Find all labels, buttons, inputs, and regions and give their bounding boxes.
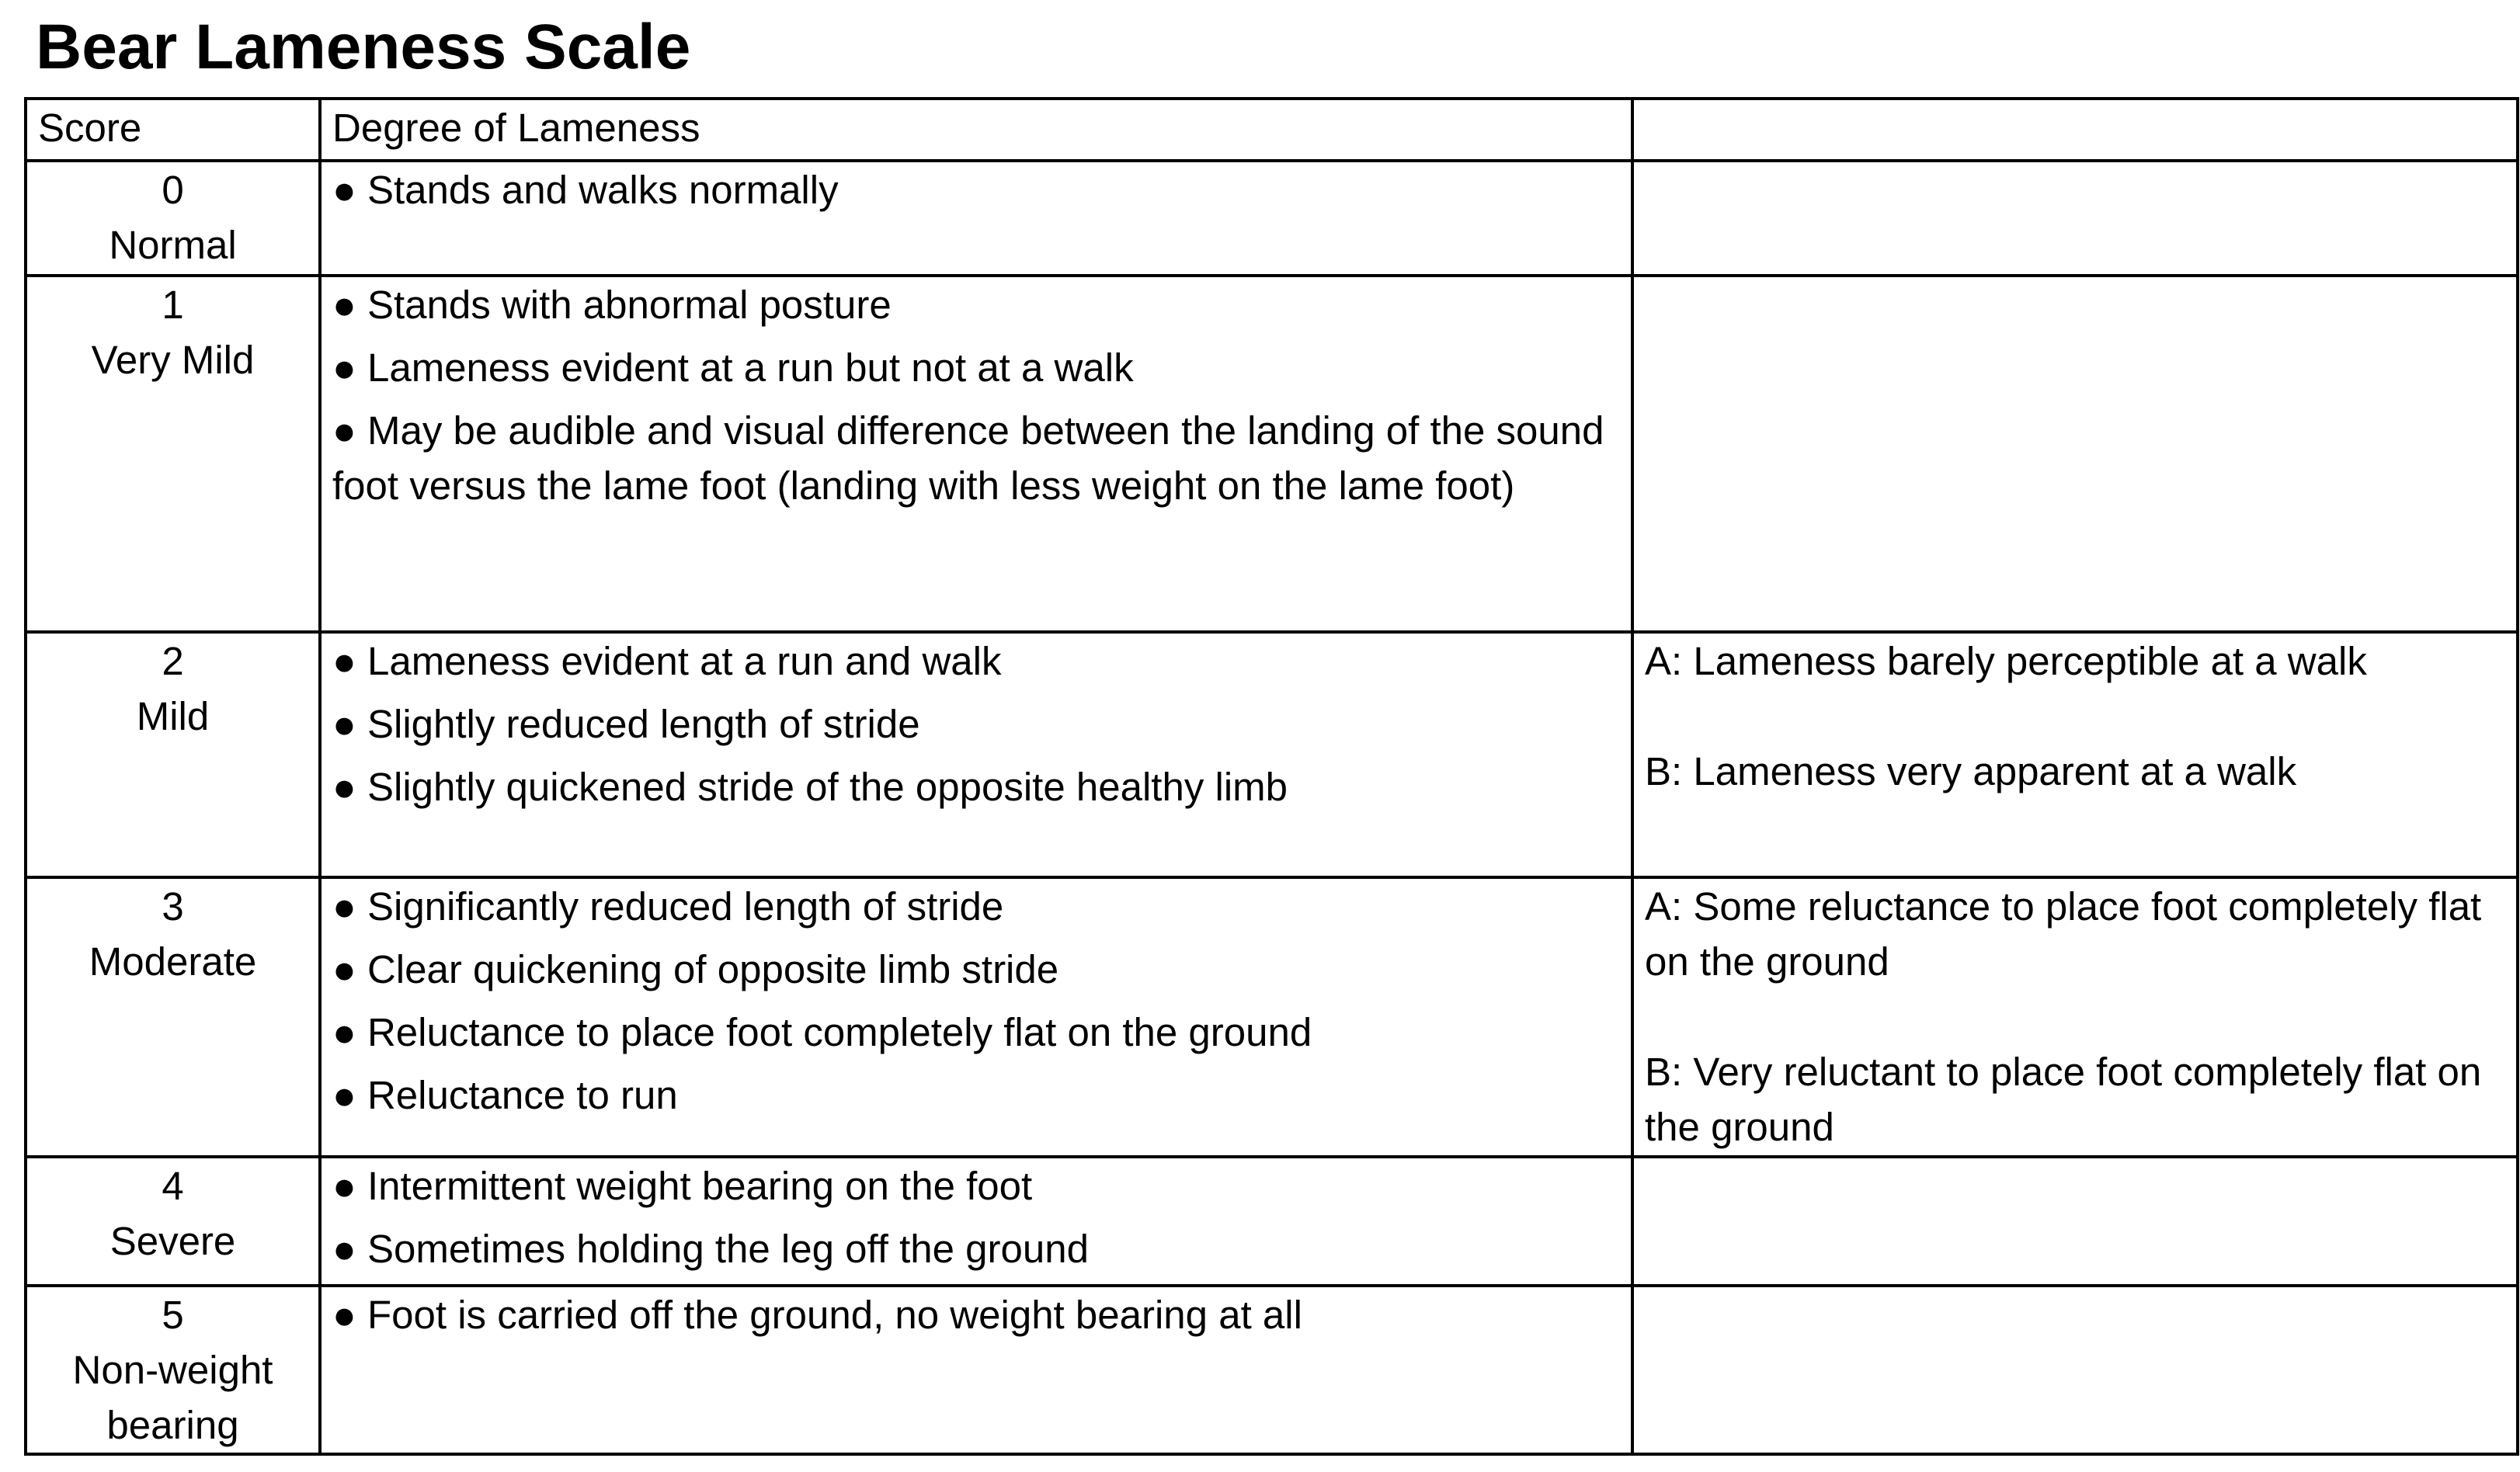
score-label: Moderate xyxy=(89,939,257,984)
table-row xyxy=(26,1286,2518,1454)
degree-bullet: ● Foot is carried off the ground, no weight bearing at all xyxy=(332,1293,1302,1337)
degree-bullet: ● Slightly quickened stride of the opposite healthy limb xyxy=(332,765,1288,809)
score-number: 3 xyxy=(162,884,184,929)
table-row xyxy=(26,877,2518,1157)
table-row xyxy=(26,632,2518,877)
score-label: Non-weight bearing xyxy=(72,1348,273,1447)
degree-bullet: ● Significantly reduced length of stride xyxy=(332,884,1004,929)
table-row xyxy=(26,276,2518,632)
score-cell xyxy=(26,276,320,632)
score-number: 0 xyxy=(162,168,184,212)
score-label: Severe xyxy=(109,1219,236,1263)
subcategory-cell xyxy=(1632,276,2518,632)
degree-bullet: ● Reluctance to run xyxy=(332,1073,678,1117)
degree-bullet: ● Intermittent weight bearing on the foot xyxy=(332,1164,1033,1208)
degree-bullet: ● Slightly reduced length of stride xyxy=(332,702,920,746)
score-number: 1 xyxy=(162,283,184,327)
degree-bullet: ● Lameness evident at a run but not at a walk xyxy=(332,345,1134,390)
score-label: Normal xyxy=(109,223,237,267)
degree-cell xyxy=(320,1157,1632,1286)
header-degree: Degree of Lameness xyxy=(320,99,1632,161)
lameness-table xyxy=(24,97,2519,1456)
degree-bullet: ● Stands with abnormal posture xyxy=(332,283,892,327)
subcategory-a: A: Some reluctance to place foot completely flat on the ground xyxy=(1645,884,2482,984)
degree-cell xyxy=(320,276,1632,632)
degree-cell xyxy=(320,161,1632,276)
degree-bullet: ● Stands and walks normally xyxy=(332,168,839,212)
table-row xyxy=(26,1157,2518,1286)
degree-bullet: ● Clear quickening of opposite limb stride xyxy=(332,947,1059,991)
score-number: 5 xyxy=(162,1293,184,1337)
degree-bullet: ● Lameness evident at a run and walk xyxy=(332,639,1002,683)
page-title: Bear Lameness Scale xyxy=(36,12,691,82)
degree-cell xyxy=(320,877,1632,1157)
header-subcategory xyxy=(1632,99,2518,161)
degree-cell xyxy=(320,632,1632,877)
score-cell xyxy=(26,161,320,276)
score-cell xyxy=(26,877,320,1157)
subcategory-cell xyxy=(1632,161,2518,276)
subcategory-cell xyxy=(1632,1286,2518,1454)
header-score: Score xyxy=(26,99,320,161)
subcategory-a: A: Lameness barely perceptible at a walk xyxy=(1645,639,2367,683)
table-header-row xyxy=(26,99,2518,161)
subcategory-b: B: Lameness very apparent at a walk xyxy=(1645,749,2297,793)
subcategory-b: B: Very reluctant to place foot completely flat on the ground xyxy=(1645,1050,2482,1149)
score-cell xyxy=(26,1157,320,1286)
subcategory-cell xyxy=(1632,877,2518,1157)
table-row xyxy=(26,161,2518,276)
degree-cell xyxy=(320,1286,1632,1454)
subcategory-cell xyxy=(1632,1157,2518,1286)
score-cell xyxy=(26,1286,320,1454)
degree-bullet: ● May be audible and visual difference between the landing of the sound foot versus the lame foot (landing with less weight on the lame foot) xyxy=(332,408,1604,508)
score-label: Very Mild xyxy=(91,338,255,382)
score-number: 2 xyxy=(162,639,184,683)
subcategory-cell xyxy=(1632,632,2518,877)
degree-bullet: ● Reluctance to place foot completely flat on the ground xyxy=(332,1010,1312,1054)
score-label: Mild xyxy=(136,694,210,738)
score-cell xyxy=(26,632,320,877)
degree-bullet: ● Sometimes holding the leg off the ground xyxy=(332,1227,1089,1271)
score-number: 4 xyxy=(162,1164,184,1208)
